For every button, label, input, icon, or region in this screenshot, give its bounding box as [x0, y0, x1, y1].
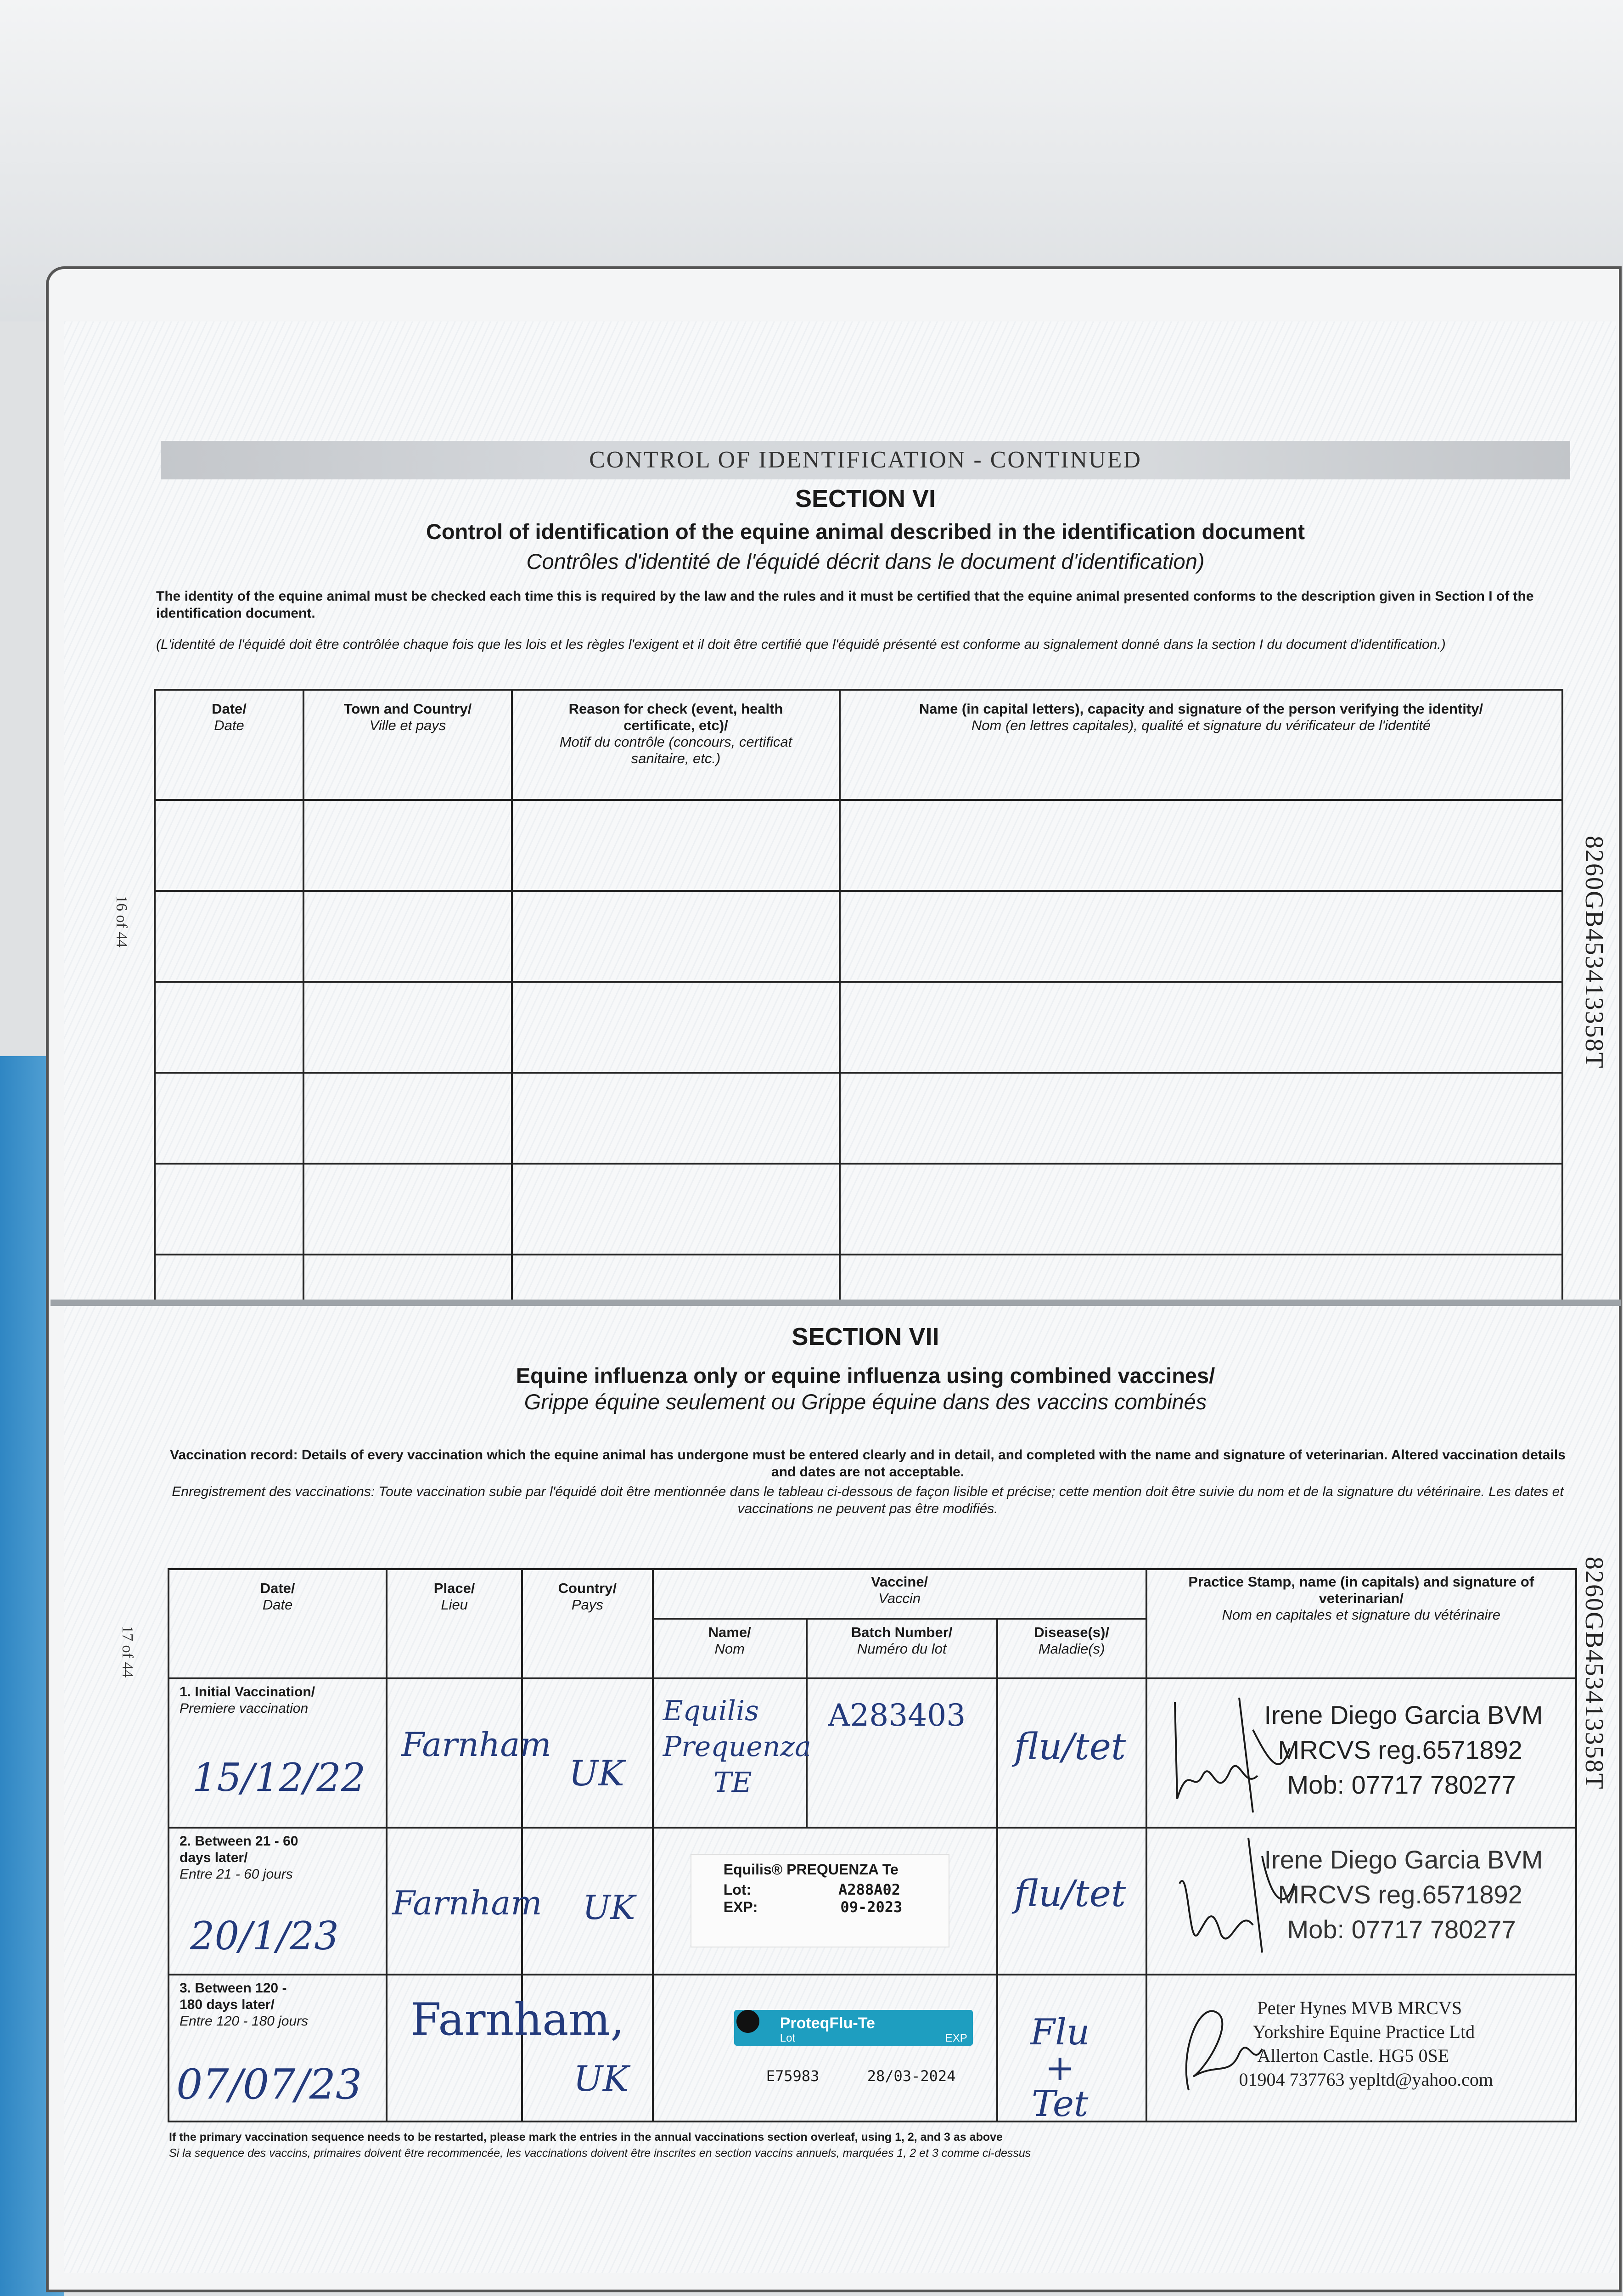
- section7-title-fr: Grippe équine seulement ou Grippe équine dans des vaccins combinés: [524, 1390, 1207, 1414]
- section6-intro-en: The identity of the equine animal must be checked each time this is required by the law and the rules and it must be certified that the equine animal presented conforms to the description given in Section I of the identification document.: [156, 589, 1534, 621]
- table-row: [168, 1678, 1576, 1828]
- footnote-fr: Si la sequence des vaccins, primaires doivent être recommencée, les vaccinations doivent être inscrites en section vaccins annuels, marquées 1, 2 et 3 comme ci-dessus: [169, 2147, 1031, 2160]
- sticker-exp: 28/03-2024: [867, 2067, 956, 2085]
- vaccination-table: [168, 1568, 1577, 2125]
- footnote-en: If the primary vaccination sequence needs to be restarted, please mark the entries in the annual vaccinations section overleaf, using 1, 2, and 3 as above: [169, 2131, 1003, 2144]
- vaccine-name: Equilis Prequenza TE: [663, 1695, 811, 1799]
- section7-title-en: Equine influenza only or equine influenza using combined vaccines/: [516, 1363, 1215, 1388]
- section6-intro-fr: (L'identité de l'équidé doit être contrôlée chaque fois que les lois et les règles l'exigent et il doit être certifié que l'équidé présenté est conforme au signalement donné dans la section I du document d'identification.): [156, 637, 1446, 652]
- table-row: [155, 982, 1562, 1073]
- passport-code-bottom: 8260GB453413358T: [1580, 1557, 1608, 1790]
- col-vet: Practice Stamp, name (in capitals) and signature of veterinarian/ Nom en capitales et signature du vétérinaire: [1146, 1569, 1576, 1678]
- page-fold: [51, 1300, 1621, 1306]
- disease: flu/tet: [1014, 1872, 1126, 1915]
- vaccine-sticker-cell: [653, 1828, 997, 1975]
- disease: Flu + Tet: [1030, 2012, 1090, 2125]
- table-row: [155, 1255, 1562, 1305]
- vaccine-sticker: ProteqFlu-Te Lot EXP: [734, 2010, 973, 2046]
- vaccination-country: UK: [573, 2058, 629, 2099]
- page-number-bottom: 17 of 44: [119, 1626, 136, 1678]
- col-town: Town and Country/ Ville et pays: [303, 690, 512, 800]
- section7-heading: SECTION VII: [792, 1323, 939, 1351]
- date-cell: 1. Initial Vaccination/ Premiere vaccination 15/12/22: [168, 1678, 387, 1828]
- vet-stamp-cell: [1146, 1678, 1576, 1828]
- date-cell: 3. Between 120 - 180 days later/ Entre 120 - 180 jours 07/07/23: [168, 1975, 387, 2122]
- vaccination-date: 20/1/23: [190, 1913, 339, 1958]
- col-vaccine: Vaccine/ Vaccin: [653, 1569, 1146, 1619]
- section-banner: CONTROL OF IDENTIFICATION - CONTINUED: [161, 441, 1570, 479]
- table-row: [155, 1073, 1562, 1164]
- vaccination-country: UK: [569, 1753, 624, 1794]
- vaccine-sticker: Equilis® PREQUENZA Te Lot: A288A02 EXP: 09-2023: [691, 1854, 949, 1947]
- vaccination-date: 07/07/23: [176, 2060, 362, 2109]
- vaccine-sticker-cell: [653, 1975, 997, 2122]
- table-row: [155, 800, 1562, 891]
- vet-stamp: Irene Diego Garcia BVM MRCVS reg.6571892 Mob: 07717 780277: [1264, 1700, 1543, 1799]
- vaccination-place: Farnham: [401, 1725, 551, 1764]
- table-row: [168, 1975, 1576, 2122]
- section6-title-en: Control of identification of the equine animal described in the identification document: [426, 519, 1305, 544]
- section6-heading: SECTION VI: [795, 485, 936, 512]
- table-row: [155, 891, 1562, 982]
- disease: flu/tet: [1014, 1725, 1126, 1768]
- col-date: Date/ Date: [168, 1569, 387, 1678]
- col-batch: Batch Number/ Numéro du lot: [807, 1619, 997, 1678]
- vet-stamp: Irene Diego Garcia BVM MRCVS reg.6571892 Mob: 07717 780277: [1264, 1845, 1543, 1944]
- batch-number: A283403: [828, 1698, 966, 1733]
- sticker-lot: E75983: [766, 2067, 820, 2085]
- section7-intro-fr: Enregistrement des vaccinations: Toute vaccination subie par l'équidé doit être mentionnée dans le tableau ci-dessous de façon lisible et précise; cette mention doit être suivie du nom et de la signature du vétérinaire. Les dates et vaccinations ne peuvent pas être modifiés.: [172, 1484, 1564, 1516]
- passport-code-top: 8260GB453413358T: [1580, 836, 1608, 1069]
- vaccination-place: Farnham: [392, 1884, 542, 1922]
- vaccination-place: Farnham,: [410, 1994, 624, 2045]
- vet-stamp-cell: [1146, 1975, 1576, 2122]
- sticker-logo-icon: [736, 2010, 759, 2033]
- table-row: [168, 1828, 1576, 1975]
- vaccination-country: UK: [583, 1888, 635, 1927]
- col-place: Place/ Lieu: [387, 1569, 522, 1678]
- col-name: Name/ Nom: [653, 1619, 807, 1678]
- col-disease: Disease(s)/ Maladie(s): [997, 1619, 1146, 1678]
- table-row: [155, 1164, 1562, 1255]
- section7-intro-en: Vaccination record: Details of every vaccination which the equine animal has undergone must be entered clearly and in detail, and completed with the name and signature of veterinarian. Altered vaccination details and dates are not acceptable.: [170, 1447, 1566, 1480]
- date-cell: 2. Between 21 - 60 days later/ Entre 21 - 60 jours 20/1/23: [168, 1828, 387, 1975]
- vaccine-name-cell: [653, 1678, 811, 1828]
- vet-stamp: Peter Hynes MVB MRCVS Yorkshire Equine Practice Ltd Allerton Castle. HG5 0SE 01904 737763 yepltd@yahoo.com: [1239, 1998, 1493, 2090]
- vaccination-date: 15/12/22: [192, 1755, 366, 1800]
- vet-stamp-cell: [1146, 1828, 1576, 1975]
- section6-title-fr: Contrôles d'identité de l'équidé décrit dans le document d'identification): [526, 549, 1205, 574]
- col-country: Country/ Pays: [522, 1569, 653, 1678]
- col-date: Date/ Date: [155, 690, 303, 800]
- identity-check-table: [154, 689, 1563, 1306]
- page-number-top: 16 of 44: [113, 895, 130, 948]
- col-verifier: Name (in capital letters), capacity and signature of the person verifying the identity/ Nom (en lettres capitales), qualité et signature du vérificateur de l'identité: [840, 690, 1562, 800]
- col-reason: Reason for check (event, health certificate, etc)/ Motif du contrôle (concours, certificat sanitaire, etc.): [512, 690, 840, 800]
